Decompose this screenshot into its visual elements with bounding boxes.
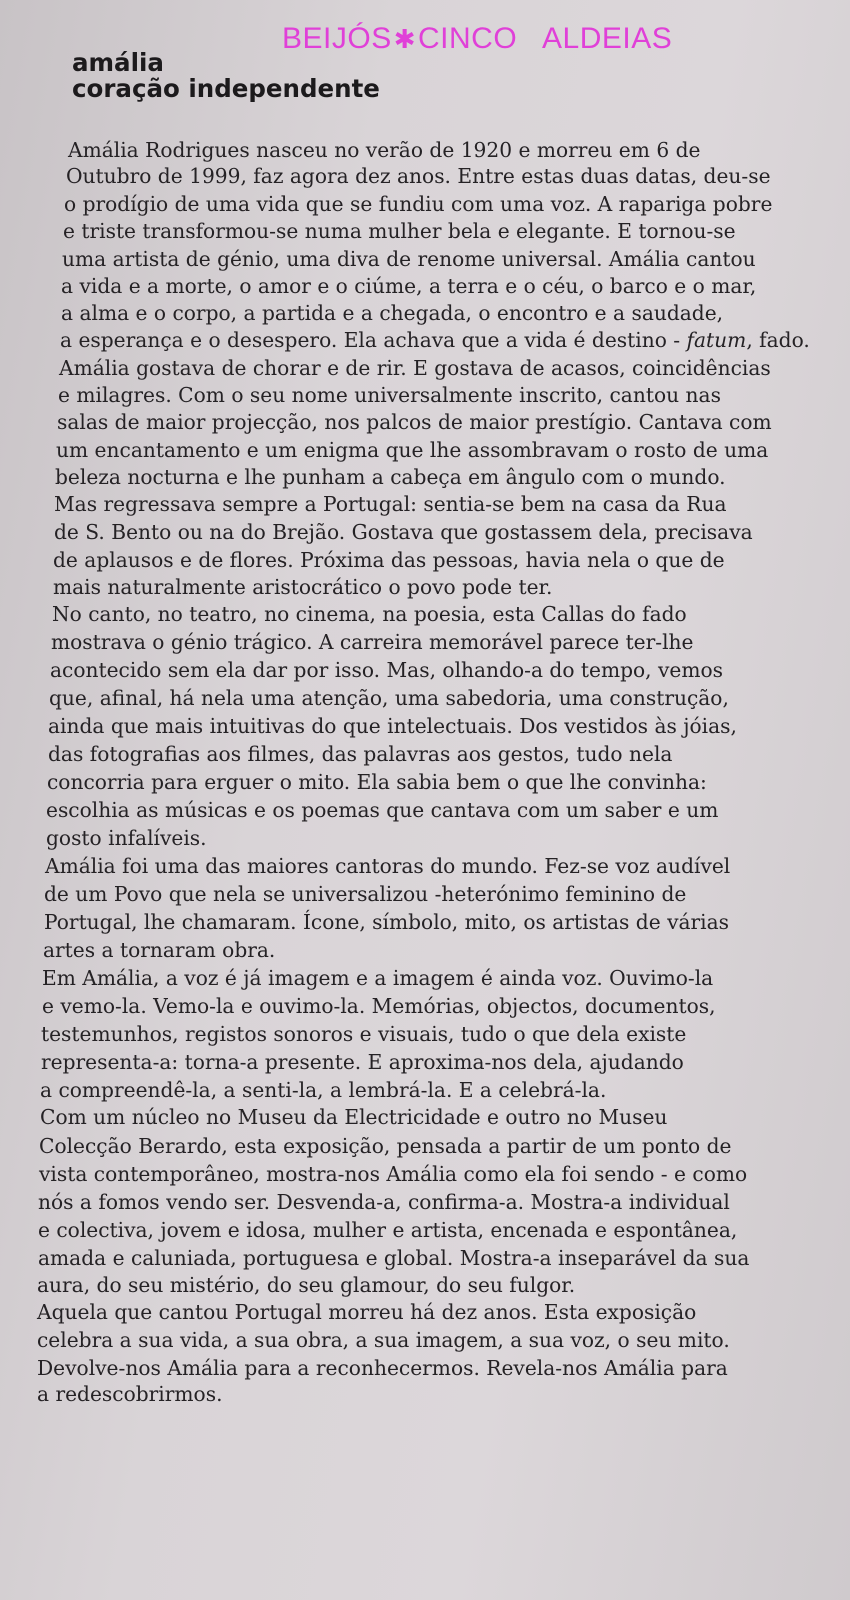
body-line: nós a fomos vendo ser. Desvenda-a, confirma-a. Mostra-a individual [38,1190,730,1214]
italic-word: fatum [686,328,747,352]
heading-line-1: amália [72,48,164,77]
body-line: que, afinal, há nela uma atenção, uma sabedoria, uma construção, [49,686,729,710]
body-line: uma artista de génio, uma diva de renome universal. Amália cantou [62,247,756,271]
body-line: testemunhos, registos sonoros e visuais, tudo o que dela existe [41,1022,687,1046]
body-line: No canto, no teatro, no cinema, na poesia, esta Callas do fado [52,602,687,626]
body-line: e colectiva, jovem e idosa, mulher e artista, encenada e espontânea, [38,1218,738,1242]
body-line: a vida e a morte, o amor e o ciúme, a terra e o céu, o barco e o mar, [61,274,757,298]
body-line: a alma e o corpo, a partida e a chegada, o encontro e a saudade, [61,301,724,325]
body-line: Em Amália, a voz é já imagem e a imagem é ainda voz. Ouvimo-la [42,966,714,990]
body-line: a compreendê-la, a senti-la, a lembrá-la. E a celebrá-la. [40,1078,607,1102]
body-line: Aquela que cantou Portugal morreu há dez anos. Esta exposição [37,1300,697,1324]
body-line: beleza nocturna e lhe punham a cabeça em ângulo com o mundo. [55,465,726,489]
body-line: Amália foi uma das maiores cantoras do mundo. Fez-se voz audível [45,854,731,878]
body-line: Com um núcleo no Museu da Electricidade e outro no Museu [40,1105,668,1129]
body-line: Amália Rodrigues nasceu no verão de 1920 e morreu em 6 de [68,138,701,162]
watermark-part-2: CINCO ALDEIAS [418,22,673,55]
body-line: Amália gostava de chorar e de rir. E gostava de acasos, coincidências [59,356,771,380]
body-line: ainda que mais intuitivas do que intelectuais. Dos vestidos às jóias, [48,714,737,738]
body-line: de um Povo que nela se universalizou -heterónimo feminino de [44,882,687,906]
heading-line-2: coração independente [72,74,380,103]
body-line: Mas regressava sempre a Portugal: sentia-se bem na casa da Rua [54,492,727,516]
body-line: Devolve-nos Amália para a reconhecermos. Revela-nos Amália para [37,1356,728,1380]
body-line: gosto infalíveis. [46,826,207,850]
body-line: amada e caluniada, portuguesa e global. Mostra-a inseparável da sua [38,1246,750,1270]
body-line: celebra a sua vida, a sua obra, a sua imagem, a sua voz, o seu mito. [37,1328,730,1352]
body-line: e triste transformou-se numa mulher bela e elegante. E tornou-se [63,219,736,243]
body-line: concorria para erguer o mito. Ela sabia bem o que lhe convinha: [47,770,707,794]
body-line: e vemo-la. Vemo-la e ouvimo-la. Memórias, objectos, documentos, [42,994,716,1018]
body-line: o prodígio de uma vida que se fundiu com uma voz. A rapariga pobre [64,192,773,216]
body-line: de aplausos e de flores. Próxima das pessoas, havia nela o que de [53,548,725,572]
body-line-text: a esperança e o desespero. Ela achava que a vida é destino - [60,328,687,352]
body-line: salas de maior projecção, nos palcos de maior prestígio. Cantava com [57,410,772,434]
body-line: Portugal, lhe chamaram. Ícone, símbolo, mito, os artistas de várias [44,910,730,934]
body-line: a redescobrirmos. [37,1382,223,1406]
body-line: artes a tornaram obra. [43,938,276,962]
body-line: Colecção Berardo, esta exposição, pensada a partir de um ponto de [39,1134,732,1158]
body-line: mostrava o génio trágico. A carreira memorável parece ter-lhe [51,630,694,654]
watermark-part-1: BEIJÓS [282,22,392,55]
body-line: de S. Bento ou na do Brejão. Gostava que gostassem dela, precisava [54,520,753,544]
body-line [60,326,810,354]
body-line: representa-a: torna-a presente. E aproxima-nos dela, ajudando [41,1050,684,1074]
article-heading [72,50,380,102]
star-icon: ✱ [393,24,416,54]
body-line-tail: , fado. [746,328,810,352]
body-line: vista contemporâneo, mostra-nos Amália como ela foi sendo - e como [39,1162,748,1186]
body-line: acontecido sem ela dar por isso. Mas, olhando-a do tempo, vemos [50,658,724,682]
body-line: um encantamento e um enigma que lhe assombravam o rosto de uma [56,438,769,462]
body-line: das fotografias aos filmes, das palavras aos gestos, tudo nela [48,742,673,766]
body-line: escolhia as músicas e os poemas que cantava com um saber e um [46,798,719,822]
body-line: aura, do seu mistério, do seu glamour, do seu fulgor. [37,1273,576,1297]
body-line: Outubro de 1999, faz agora dez anos. Entre estas duas datas, deu-se [66,164,771,188]
body-line: mais naturalmente aristocrático o povo pode ter. [53,575,553,599]
body-line: e milagres. Com o seu nome universalmente inscrito, cantou nas [58,383,721,407]
